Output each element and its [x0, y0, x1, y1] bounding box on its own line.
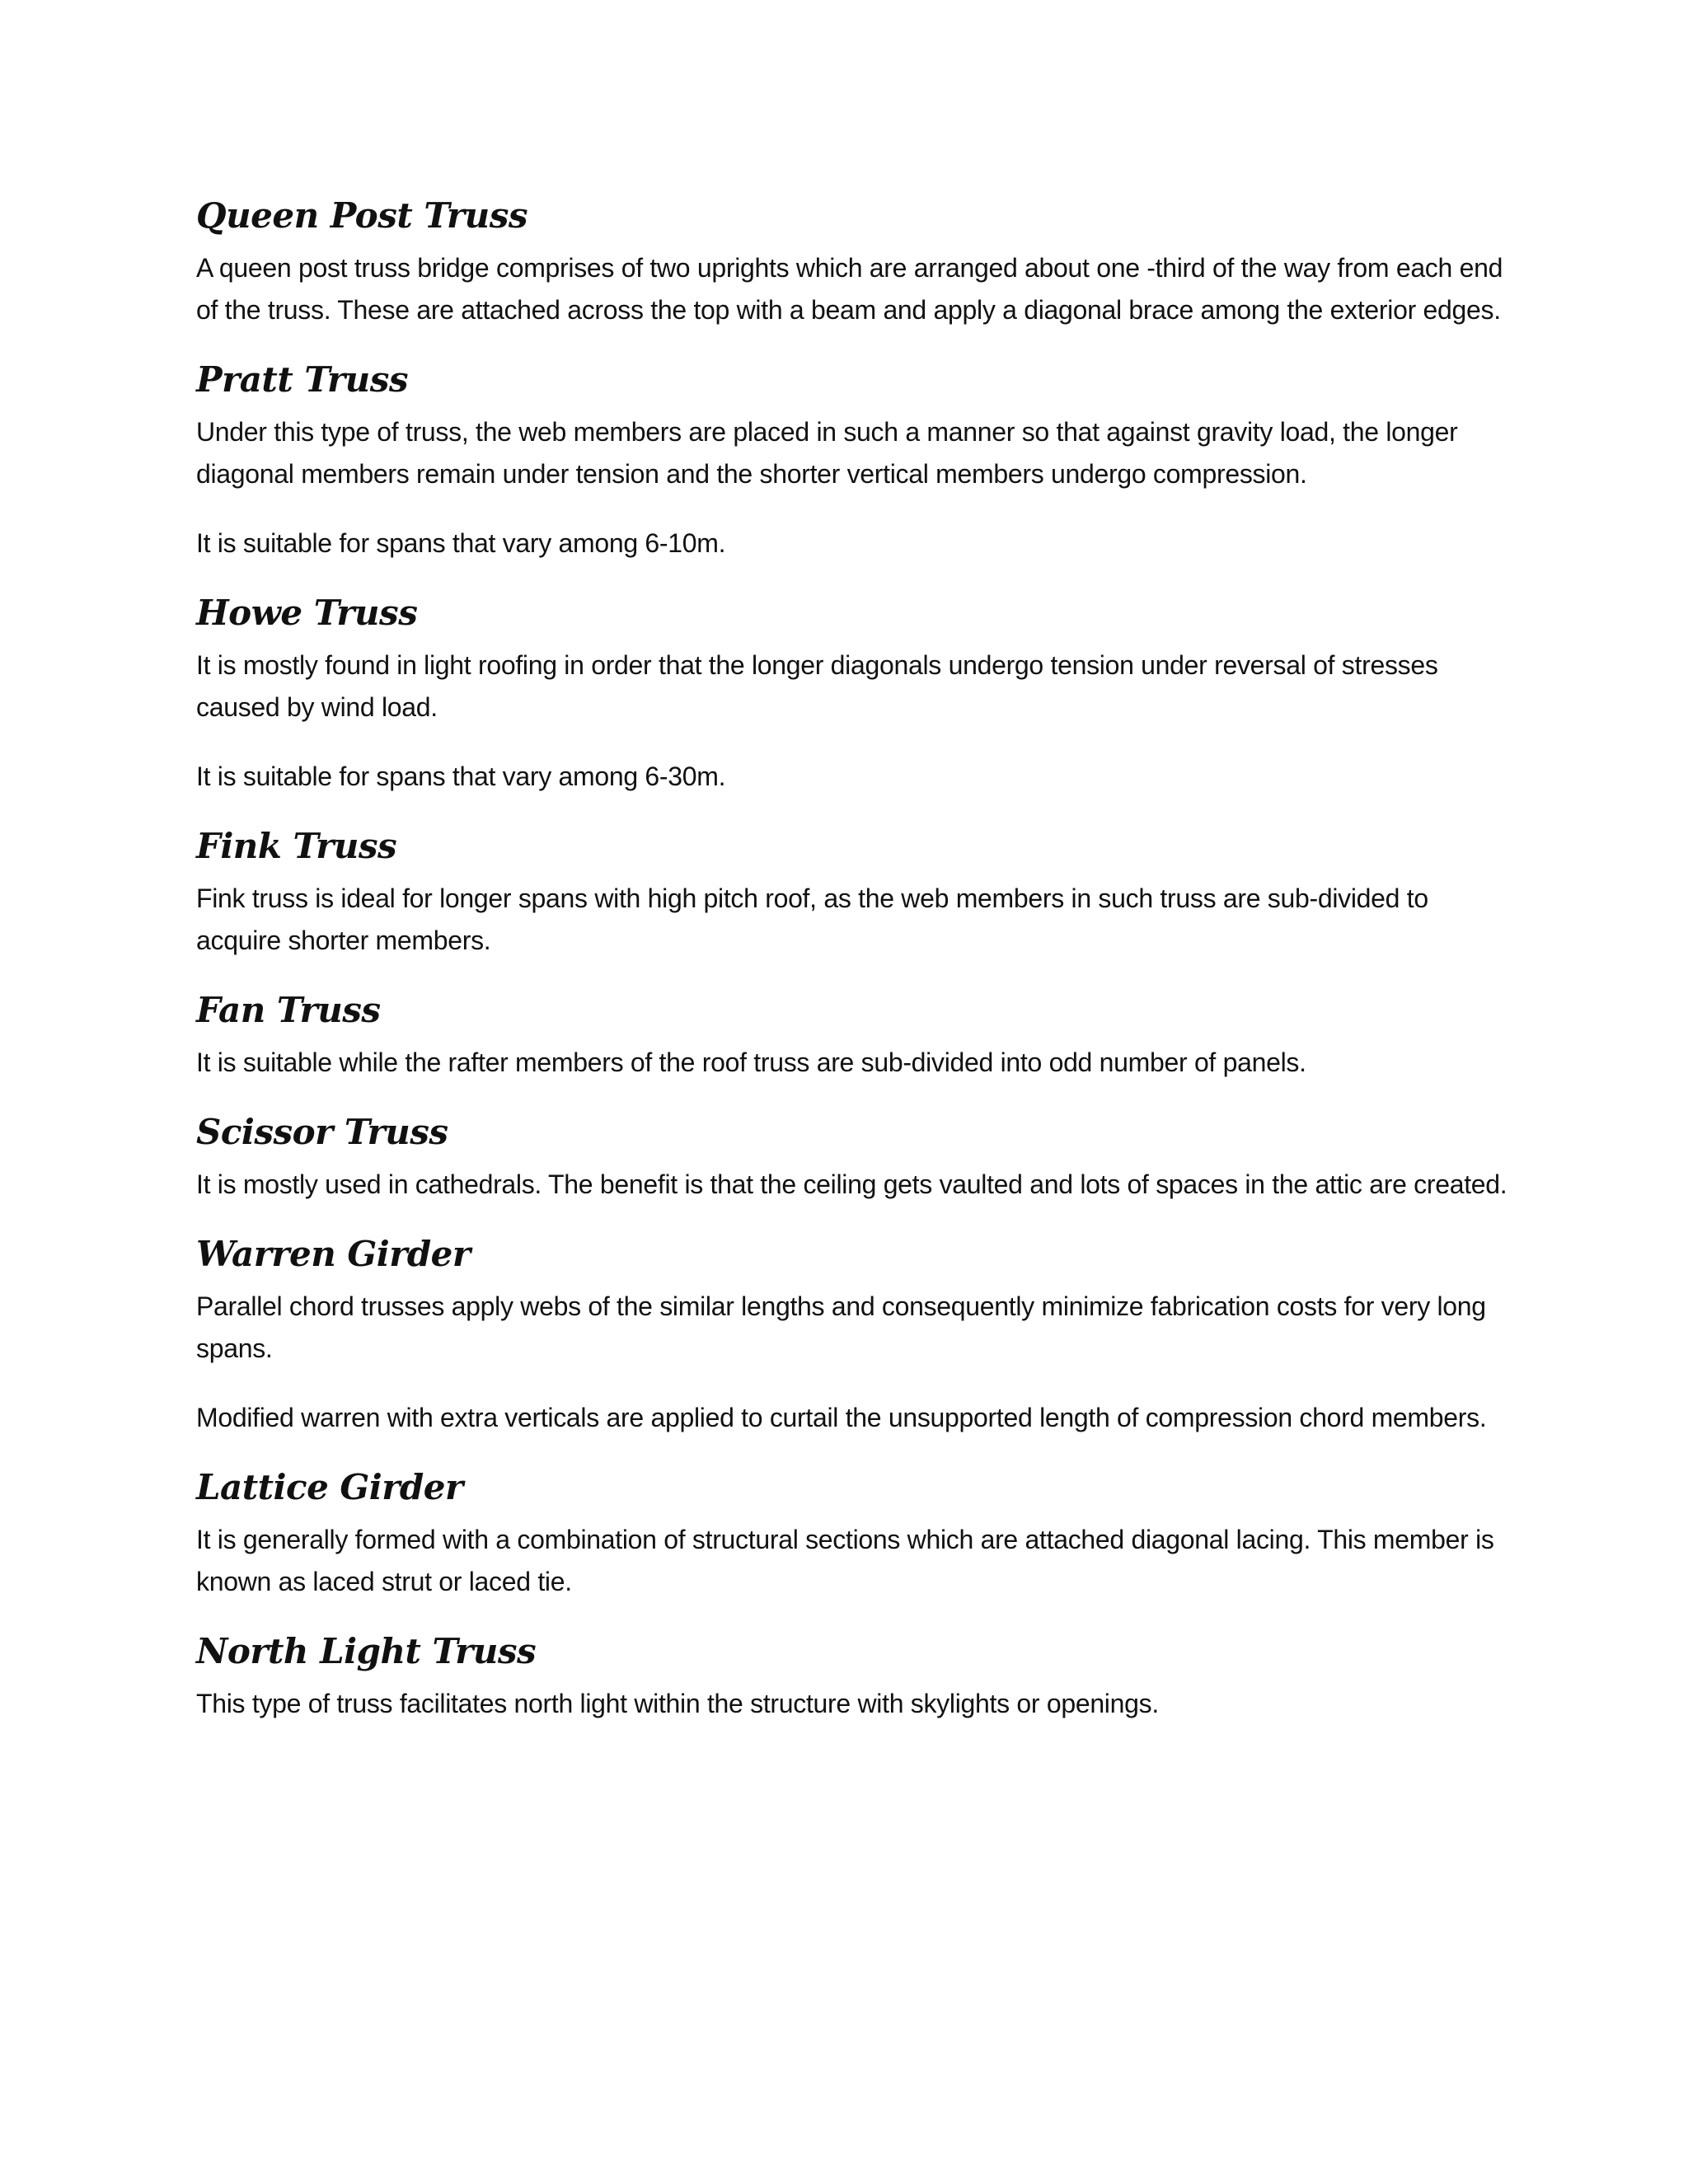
paragraph: It is suitable for spans that vary among 6-10m.: [196, 528, 726, 558]
section-fink-truss: [196, 822, 1515, 962]
paragraph: Under this type of truss, the web members are placed in such a manner so that against gravity load, the longer diagonal members remain under tension and the shorter vertical members undergo compression.: [196, 417, 1458, 489]
section-heading: Scissor Truss: [196, 1112, 448, 1152]
section-heading: North Light Truss: [196, 1631, 537, 1671]
section-scissor-truss: [196, 1108, 1515, 1206]
paragraph: A queen post truss bridge comprises of two uprights which are arranged about one -third of the way from each end of the truss. These are attached across the top with a beam and apply a diagonal brace among the exterior edges.: [196, 253, 1503, 325]
section-heading: Fan Truss: [196, 990, 381, 1030]
paragraph: It is suitable for spans that vary among 6-30m.: [196, 762, 726, 791]
section-heading: Fink Truss: [196, 826, 397, 866]
paragraph: Fink truss is ideal for longer spans with high pitch roof, as the web members in such truss are sub-divided to acquire shorter members.: [196, 883, 1428, 955]
paragraph: Modified warren with extra verticals are applied to curtail the unsupported length of compression chord members.: [196, 1403, 1487, 1432]
paragraph: It is generally formed with a combination of structural sections which are attached diagonal lacing. This member is known as laced strut or laced tie.: [196, 1525, 1494, 1596]
section-pratt-truss: [196, 355, 1515, 565]
section-heading: Howe Truss: [196, 593, 418, 633]
paragraph: Parallel chord trusses apply webs of the similar lengths and consequently minimize fabrication costs for very long spans.: [196, 1291, 1486, 1363]
section-heading: Queen Post Truss: [196, 195, 528, 236]
paragraph: This type of truss facilitates north light within the structure with skylights or openings.: [196, 1689, 1159, 1718]
section-fan-truss: [196, 986, 1515, 1084]
paragraph: It is mostly found in light roofing in order that the longer diagonals undergo tension under reversal of stresses caused by wind load.: [196, 650, 1438, 722]
section-heading: Warren Girder: [196, 1234, 471, 1274]
section-heading: Lattice Girder: [196, 1467, 463, 1507]
section-warren-girder: [196, 1230, 1515, 1439]
document-page: [196, 191, 1515, 1725]
section-heading: Pratt Truss: [196, 359, 408, 400]
paragraph: It is suitable while the rafter members of the roof truss are sub-divided into odd number of panels.: [196, 1047, 1306, 1077]
section-queen-post-truss: [196, 191, 1515, 331]
section-lattice-girder: [196, 1463, 1515, 1603]
section-howe-truss: [196, 588, 1515, 798]
section-north-light-truss: [196, 1627, 1515, 1725]
paragraph: It is mostly used in cathedrals. The benefit is that the ceiling gets vaulted and lots of spaces in the attic are created.: [196, 1169, 1507, 1199]
